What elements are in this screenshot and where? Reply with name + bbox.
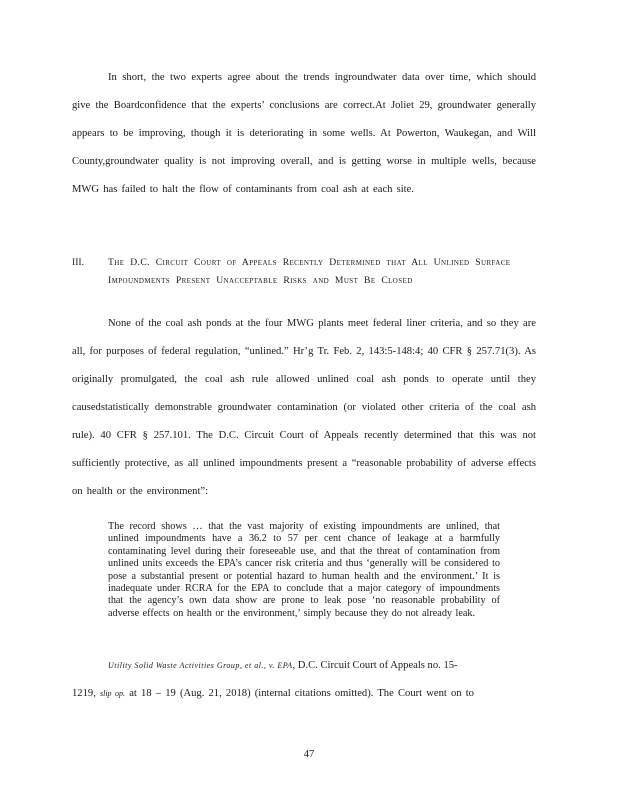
citation-continuation: 1219, slip op. at 18 – 19 (Aug. 21, 2018) (internal citations omitted). The Court went on to — [72, 688, 474, 699]
citation-line: Utility Solid Waste Activities Group, et al., v. EPA, D.C. Circuit Court of Appeals no. 15- — [108, 660, 458, 671]
block-quote: The record shows … that the vast majority of existing impoundments are unlined, that unlined impoundments have a 36.2 to 57 per cent chance of leakage at a harmfully contaminating level during their foreseeable use, and that the threat of contamination from unlined units exceeds the EPA’s cancer risk criteria and thus ‘generally will be considered to pose a substantial present or potential hazard to human health and the environment.’ It is inadequate under RCRA for the EPA to conclude that a major category of impoundments that the agency’s own data show are prone to leak pose ‘no reasonable probability of adverse effects on health or the environment,’ simply because they do not already leak. — [108, 521, 500, 619]
section-number: III. — [72, 257, 84, 268]
body-paragraph-groundwater-trends: In short, the two experts agree about the trends ingroundwater data over time, which should give the Boardconfidence that the experts’ conclusions are correct.At Joliet 29, groundwater generally appears to be improving, though it is deteriorating in some wells. At Powerton, Waukegan, and Will County,groundwater quality is not improving overall, and is getting worse in multiple wells, because MWG has failed to halt the flow of contaminants from coal ash at each site. — [72, 72, 536, 195]
case-name: Utility Solid Waste Activities Group, et al., v. EPA — [108, 661, 293, 670]
body-paragraph-unlined-ponds: None of the coal ash ponds at the four MWG plants meet federal liner criteria, and so they are all, for purposes of federal regulation, “unlined.” Hr’g Tr. Feb. 2, 143:5-148:4; 40 CFR § 257.71(3). As originally promulgated, the coal ash rule allowed unlined coal ash ponds to operate until they causedstatistically demonstrable groundwater contamination (or violated other criteria of the coal ash rule). 40 CFR § 257.101. The D.C. Circuit Court of Appeals recently determined that this was not sufficiently protective, as all unlined impoundments present a “reasonable probability of adverse effects on health or the environment”: — [72, 318, 536, 497]
page-number: 47 — [303, 749, 315, 760]
slip-op: slip op. — [100, 689, 126, 698]
section-title: The D.C. Circuit Court of Appeals Recently Determined that All Unlined Surface Impoundments Present Unacceptable Risks and Must Be Closed — [108, 257, 511, 286]
